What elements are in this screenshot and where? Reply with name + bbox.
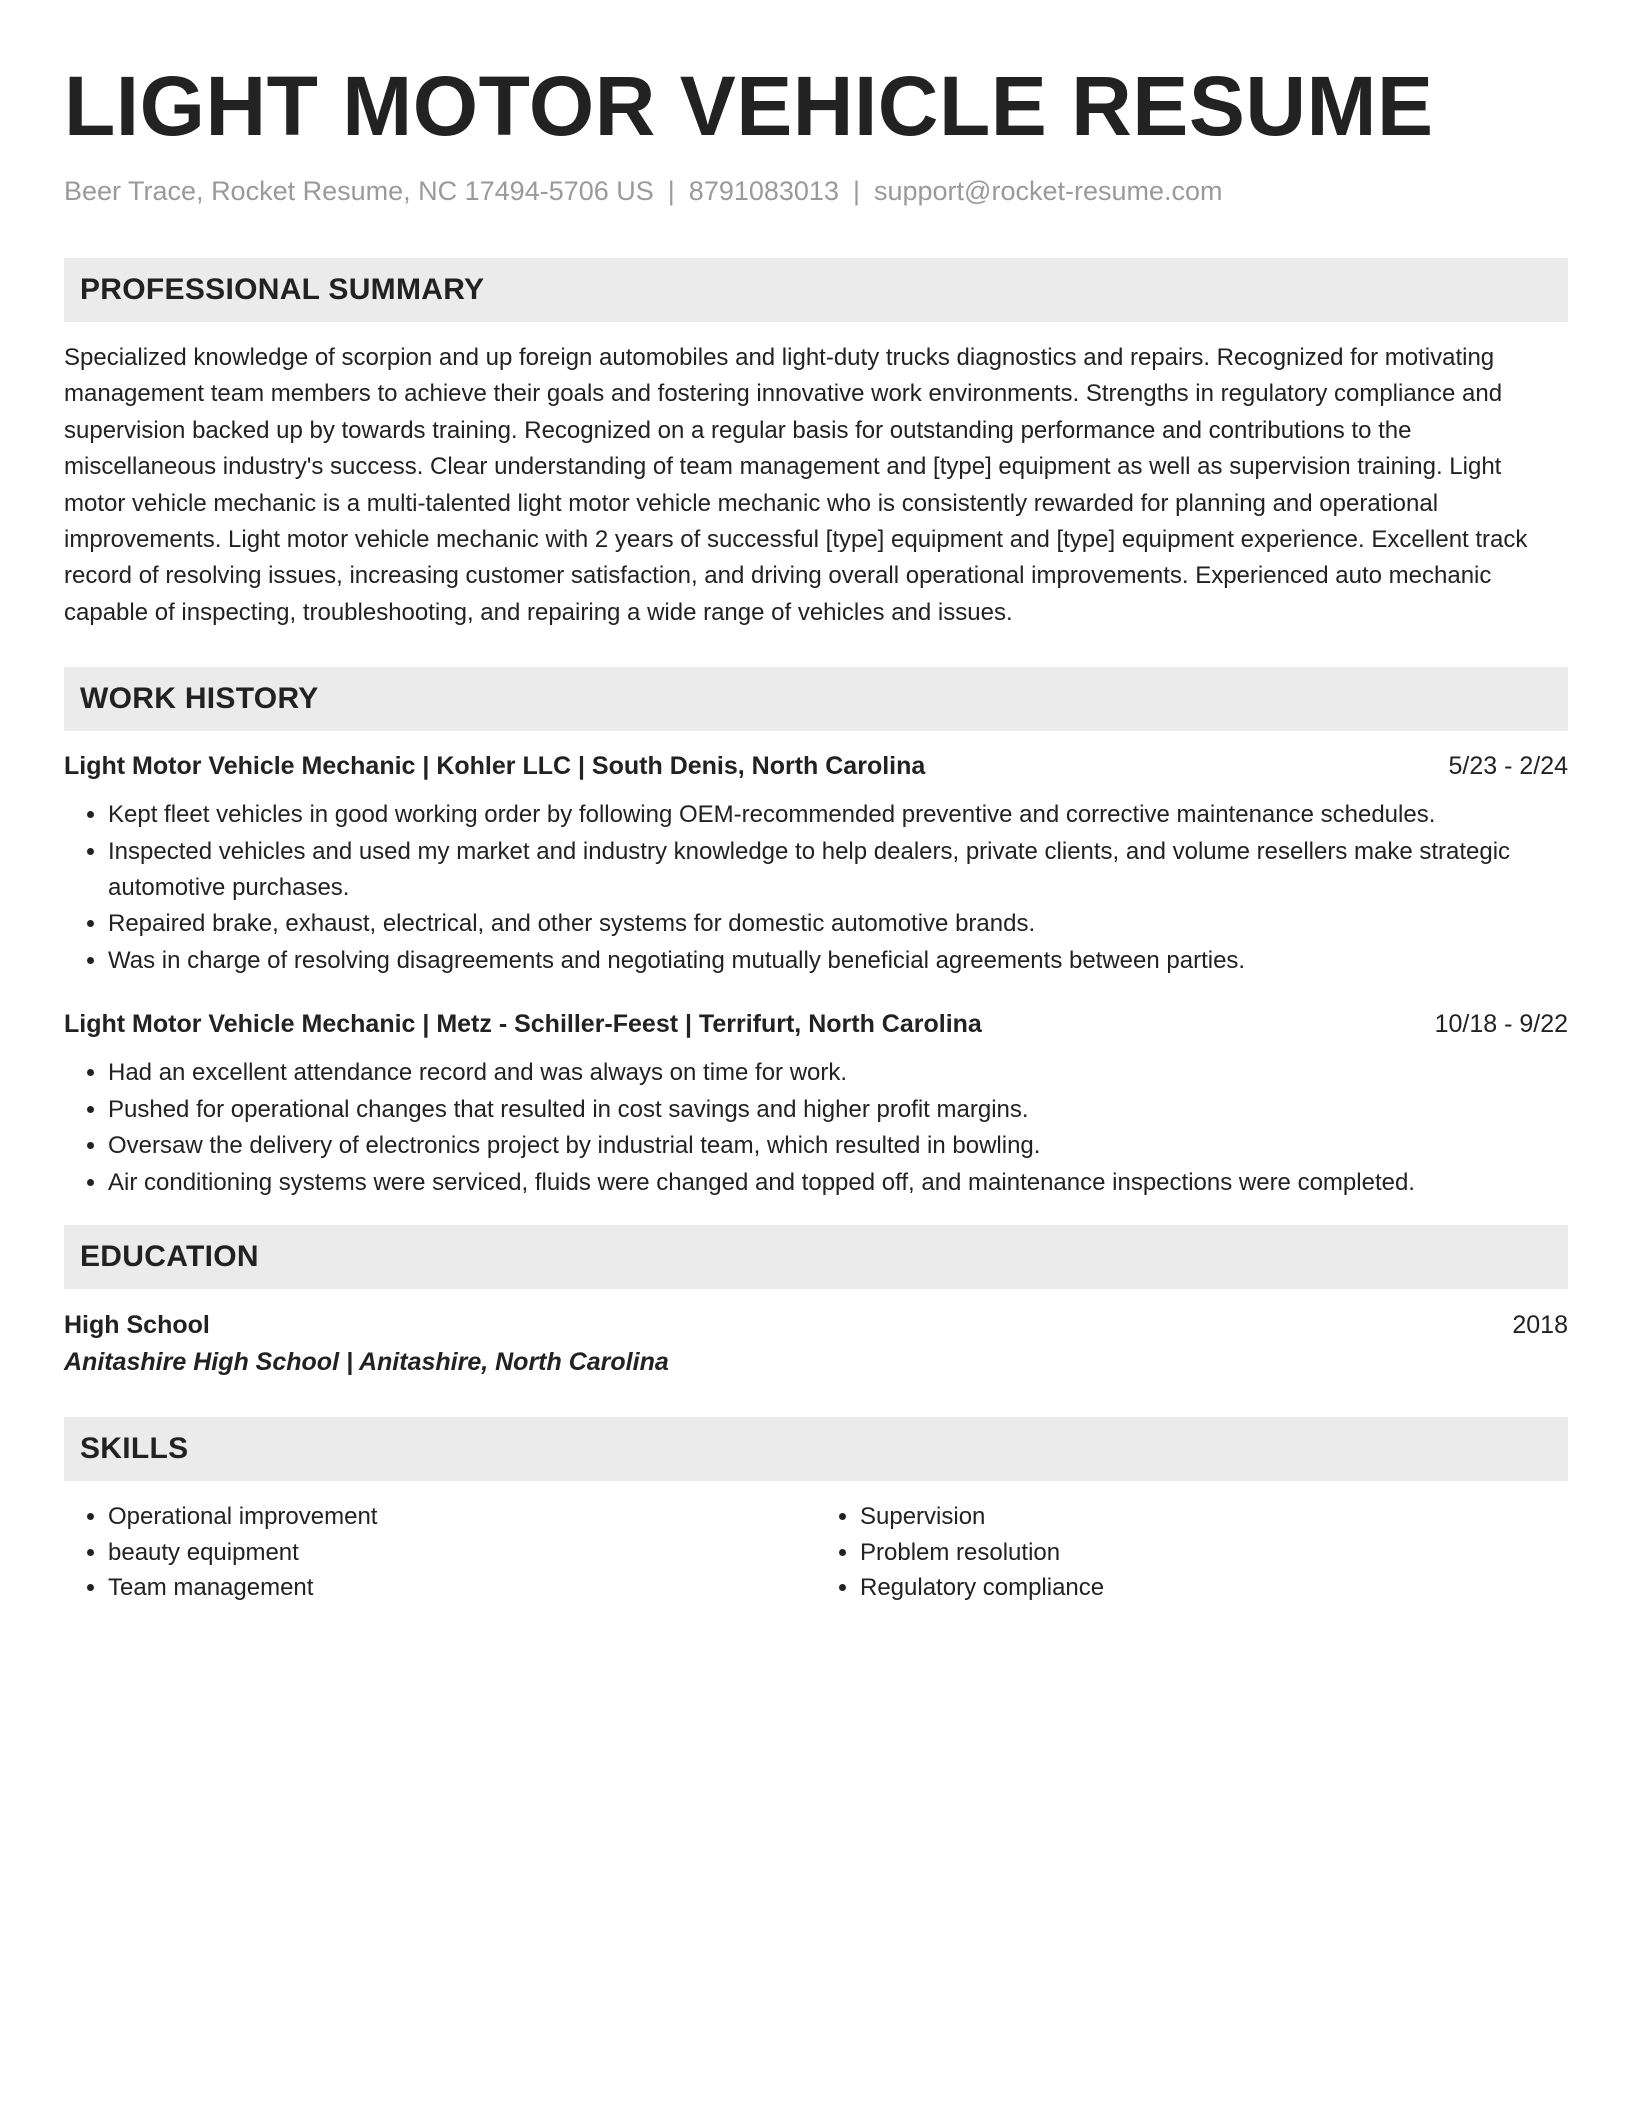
job-dates: 5/23 - 2/24	[1448, 752, 1568, 781]
resume-title: LIGHT MOTOR VEHICLE RESUME	[64, 59, 1434, 153]
skills-list-left	[64, 1499, 816, 1606]
job-dates: 10/18 - 9/22	[1434, 1010, 1568, 1039]
skill-item: • beauty equipment	[108, 1535, 816, 1571]
job-bullet: • Oversaw the delivery of electronics project by industrial team, which resulted in bowling.	[108, 1128, 1568, 1164]
job-bullet: • Was in charge of resolving disagreements and negotiating mutually beneficial agreements between parties.	[108, 943, 1568, 979]
education-degree: High School	[64, 1310, 210, 1339]
skills-list-right	[816, 1499, 1568, 1606]
job-title: Light Motor Vehicle Mechanic | Metz - Schiller-Feest | Terrifurt, North Carolina	[64, 1010, 982, 1039]
job-title: Light Motor Vehicle Mechanic | Kohler LLC | South Denis, North Carolina	[64, 752, 926, 781]
job-header	[64, 749, 1568, 783]
section-heading-skills: SKILLS	[64, 1417, 1568, 1481]
job-header	[64, 1007, 1568, 1041]
job-bullet: • Pushed for operational changes that resulted in cost savings and higher profit margins.	[108, 1092, 1568, 1128]
education-header	[64, 1307, 1568, 1343]
education-school: Anitashire High School | Anitashire, North Carolina	[64, 1347, 669, 1376]
job-bullet: • Air conditioning systems were serviced, fluids were changed and topped off, and maintenance inspections were completed.	[108, 1165, 1568, 1201]
skills-columns	[64, 1499, 1568, 1606]
contact-email: support@rocket-resume.com	[873, 176, 1223, 206]
skill-item: • Regulatory compliance	[860, 1570, 1568, 1606]
summary-text: Specialized knowledge of scorpion and up foreign automobiles and light-duty trucks diagnostics and repairs. Recognized for motivating management team members to achieve their goals and fostering innovative work environments. Strengths in regulatory compliance and supervision backed up by towards training. Recognized on a regular basis for outstanding performance and contributions to the miscellaneous industry's success. Clear understanding of team management and [type] equipment as well as supervision training. Light motor vehicle mechanic is a multi-talented light motor vehicle mechanic who is consistently rewarded for planning and operational improvements. Light motor vehicle mechanic with 2 years of successful [type] equipment and [type] equipment experience. Excellent track record of resolving issues, increasing customer satisfaction, and driving overall operational improvements. Experienced auto mechanic capable of inspecting, troubleshooting, and repairing a wide range of vehicles and issues.	[64, 344, 1528, 626]
job-bullet-list	[64, 1055, 1568, 1201]
skill-item: • Supervision	[860, 1499, 1568, 1535]
job-bullet-list	[64, 797, 1568, 979]
job-bullet: • Inspected vehicles and used my market and industry knowledge to help dealers, private clients, and volume resellers make strategic automotive purchases.	[108, 834, 1568, 907]
job-bullet: • Repaired brake, exhaust, electrical, and other systems for domestic automotive brands.	[108, 906, 1568, 942]
job-entry	[64, 749, 1568, 979]
skill-item: • Operational improvement	[108, 1499, 816, 1535]
job-bullet: • Kept fleet vehicles in good working order by following OEM-recommended preventive and corrective maintenance schedules.	[108, 797, 1568, 833]
section-heading-work: WORK HISTORY	[64, 667, 1568, 731]
education-entry	[64, 1307, 1568, 1381]
contact-separator: |	[667, 176, 675, 206]
skill-item: • Team management	[108, 1570, 816, 1606]
contact-phone: 8791083013	[688, 176, 839, 206]
contact-line	[64, 174, 1568, 208]
skill-item: • Problem resolution	[860, 1535, 1568, 1571]
job-bullet: • Had an excellent attendance record and was always on time for work.	[108, 1055, 1568, 1091]
education-year: 2018	[1512, 1310, 1568, 1339]
job-entry	[64, 1007, 1568, 1201]
contact-address: Beer Trace, Rocket Resume, NC 17494-5706 US	[64, 176, 654, 206]
section-heading-summary: PROFESSIONAL SUMMARY	[64, 258, 1568, 322]
contact-separator: |	[852, 176, 860, 206]
section-heading-education: EDUCATION	[64, 1225, 1568, 1289]
